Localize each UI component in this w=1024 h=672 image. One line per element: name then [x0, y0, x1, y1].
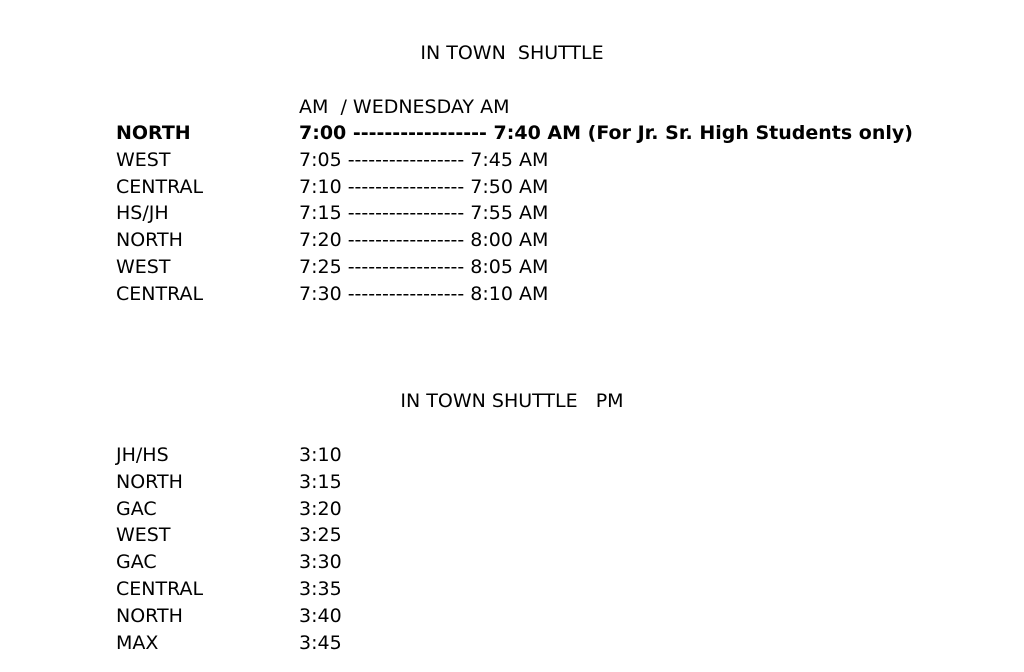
stop-name: MAX [116, 631, 159, 654]
stop-time: 7:20 ----------------- 8:00 AM [299, 229, 549, 252]
pm-row [116, 549, 996, 576]
stop-name: WEST [116, 524, 171, 547]
stop-time: 3:20 [299, 497, 342, 520]
pm-row [116, 469, 996, 496]
pm-row [116, 442, 996, 469]
am-row [116, 254, 996, 281]
pm-schedule-title: IN TOWN SHUTTLE PM [400, 390, 624, 412]
stop-name: JH/HS [116, 444, 169, 466]
stop-name: NORTH [116, 122, 191, 144]
pm-row [116, 576, 996, 603]
am-row [116, 174, 996, 201]
stop-time: 3:25 [299, 524, 342, 547]
stop-name: NORTH [116, 604, 183, 627]
am-schedule-heading: AM / WEDNESDAY AM [299, 96, 510, 118]
stop-name: WEST [116, 255, 171, 278]
stop-name: NORTH [116, 229, 183, 252]
stop-time: 7:15 ----------------- 7:55 AM [299, 202, 549, 225]
stop-name: WEST [116, 148, 171, 171]
pm-row [116, 496, 996, 523]
stop-name: CENTRAL [116, 577, 204, 600]
stop-name: GAC [116, 551, 157, 574]
stop-name: CENTRAL [116, 282, 204, 305]
am-schedule-title: IN TOWN SHUTTLE [420, 42, 604, 64]
stop-time: 3:30 [299, 551, 342, 574]
stop-time: 7:10 ----------------- 7:50 AM [299, 175, 549, 198]
am-schedule-table [116, 120, 996, 308]
am-row [116, 281, 996, 308]
am-row [116, 200, 996, 227]
stop-time: 3:15 [299, 470, 342, 493]
stop-time: 7:25 ----------------- 8:05 AM [299, 255, 549, 278]
stop-time: 3:45 [299, 631, 342, 654]
stop-time: 3:10 [299, 444, 342, 466]
stop-name: CENTRAL [116, 175, 204, 198]
pm-row [116, 603, 996, 630]
am-row [116, 147, 996, 174]
am-row [116, 120, 996, 147]
stop-time: 3:40 [299, 604, 342, 627]
stop-name: GAC [116, 497, 157, 520]
pm-row [116, 522, 996, 549]
stop-time: 7:05 ----------------- 7:45 AM [299, 148, 549, 171]
stop-time: 3:35 [299, 577, 342, 600]
am-row [116, 227, 996, 254]
stop-time: 7:00 ----------------- 7:40 AM (For Jr. Sr. High Students only) [299, 122, 913, 144]
pm-row [116, 630, 996, 657]
stop-name: NORTH [116, 470, 183, 493]
stop-time: 7:30 ----------------- 8:10 AM [299, 282, 549, 305]
stop-name: HS/JH [116, 202, 169, 225]
pm-schedule-table [116, 442, 996, 656]
